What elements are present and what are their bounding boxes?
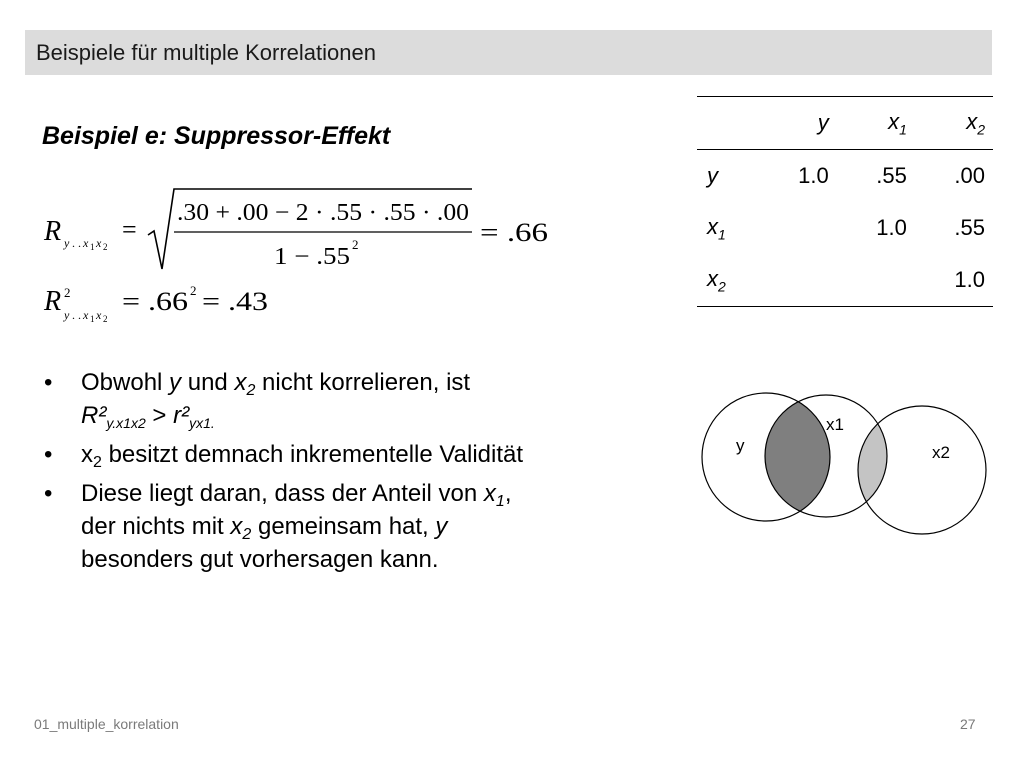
bullet1-r-squared: R² xyxy=(81,402,107,429)
table-row-label-x1: $x_1$ xyxy=(707,213,726,243)
bullet1-r-small: r² xyxy=(173,402,190,429)
slide-title: Beispiele für multiple Korrelationen xyxy=(36,39,376,65)
bullet1-var-y: y xyxy=(169,369,182,396)
table-row xyxy=(697,254,993,307)
formula-sub-y: y xyxy=(64,236,70,250)
bullet1-r-squared-sub: y.x1x2 xyxy=(106,415,146,431)
bullet-item-1 xyxy=(44,366,674,432)
bullet1-r-small-sub: yx1. xyxy=(189,415,215,431)
subheading: Beispiel e: Suppressor-Effekt xyxy=(42,122,391,150)
formula-sub-1: 1 xyxy=(90,242,95,252)
footer-filename: 01_multiple_korrelation xyxy=(34,716,179,732)
bullet1-text-1: Obwohl xyxy=(81,369,170,396)
bullet3-text-3: der nichts mit xyxy=(81,513,231,540)
correlation-table xyxy=(697,96,993,307)
bullet3-var-x2: x xyxy=(230,513,243,540)
formula-r-symbol: R xyxy=(44,216,62,247)
bullet2-text: besitzt demnach inkrementelle Validität xyxy=(101,441,524,468)
formula-sub-dot: . xyxy=(72,236,75,250)
bullet3-var-x2-sub: 2 xyxy=(242,526,252,543)
bullet-dot: • xyxy=(44,480,53,507)
formula2-exp: 2 xyxy=(190,283,197,298)
table-row-label-y: y xyxy=(707,163,718,188)
table-cell xyxy=(759,202,837,254)
table-cell: 1.0 xyxy=(954,267,985,292)
title-bar xyxy=(25,30,992,75)
formula-sub-x: x xyxy=(83,236,89,250)
formula-sub-2: 2 xyxy=(103,242,108,252)
table-row xyxy=(697,150,993,203)
table-cell: .55 xyxy=(954,215,985,240)
formula-denominator: 1 − .55 xyxy=(274,244,350,270)
table-cell: 1.0 xyxy=(876,215,907,240)
formula-sub-dot: . xyxy=(78,236,81,250)
bullet-dot: • xyxy=(44,441,53,468)
bullet3-text-1: Diese liegt daran, dass der Anteil von xyxy=(81,480,484,507)
table-corner-cell xyxy=(697,97,759,150)
formula2-sub-x: x xyxy=(83,308,89,322)
bullet3-text-2: , xyxy=(504,480,512,507)
formula2-sub-y: y xyxy=(64,308,70,322)
bullet-item-2 xyxy=(44,438,674,471)
table-row xyxy=(697,202,993,254)
table-cell: 1.0 xyxy=(798,163,829,188)
formula2-sub-dot: . xyxy=(72,308,75,322)
table-header-x1: $x_1$ xyxy=(837,97,915,150)
formula-sub-x: x xyxy=(96,236,102,250)
bullet3-text-5: besonders gut vorhersagen kann. xyxy=(81,546,439,573)
venn-label-x2: x2 xyxy=(932,443,950,462)
bullet1-var-x-sub: 2 xyxy=(246,382,256,399)
table-row-label-x2: $x_2$ xyxy=(707,265,726,295)
venn-diagram xyxy=(688,388,993,538)
venn-label-x1: x1 xyxy=(826,415,844,434)
formula-numerator: .30 + .00 − 2 · .55 · .55 · .00 xyxy=(177,200,469,226)
formula2-sub-1: 1 xyxy=(90,314,95,324)
formula-equals: = xyxy=(122,215,137,244)
formula-denominator-exp: 2 xyxy=(352,237,359,252)
table-header-y: y xyxy=(759,97,837,150)
formula2-r-symbol: R xyxy=(44,286,62,317)
bullet-item-3 xyxy=(44,477,674,576)
formula2-eq2: = .43 xyxy=(202,287,268,316)
formula2-eq1: = .66 xyxy=(122,287,188,316)
bullet1-greater-than: > xyxy=(145,402,174,429)
formula-result: = .66 xyxy=(480,218,548,247)
bullet2-var-x-sub: 2 xyxy=(93,454,102,471)
table-cell xyxy=(837,254,915,307)
bullet2-var-x: x xyxy=(81,441,93,468)
formula2-sup: 2 xyxy=(64,285,71,300)
bullet1-text-3: nicht korrelieren, ist xyxy=(255,369,471,396)
bullet1-text-2: und xyxy=(181,369,235,396)
formula2-sub-dot: . xyxy=(78,308,81,322)
bullet3-text-4: gemeinsam hat, xyxy=(251,513,436,540)
table-cell: .00 xyxy=(954,163,985,188)
formula2-sub-x: x xyxy=(96,308,102,322)
table-cell xyxy=(759,254,837,307)
bullet3-var-x1-sub: 1 xyxy=(495,493,505,510)
bullet-dot: • xyxy=(44,369,53,396)
venn-label-y: y xyxy=(736,436,745,455)
page-number: 27 xyxy=(960,716,976,732)
bullet3-var-y: y xyxy=(435,513,448,540)
table-header-x2: $x_2$ xyxy=(915,97,993,150)
table-header-row xyxy=(697,97,993,150)
table-cell: .55 xyxy=(876,163,907,188)
bullet3-var-x1: x xyxy=(483,480,496,507)
bullet1-var-x: x xyxy=(234,369,247,396)
bullet-list xyxy=(44,366,674,582)
formula2-sub-2: 2 xyxy=(103,314,108,324)
formula xyxy=(40,185,600,325)
